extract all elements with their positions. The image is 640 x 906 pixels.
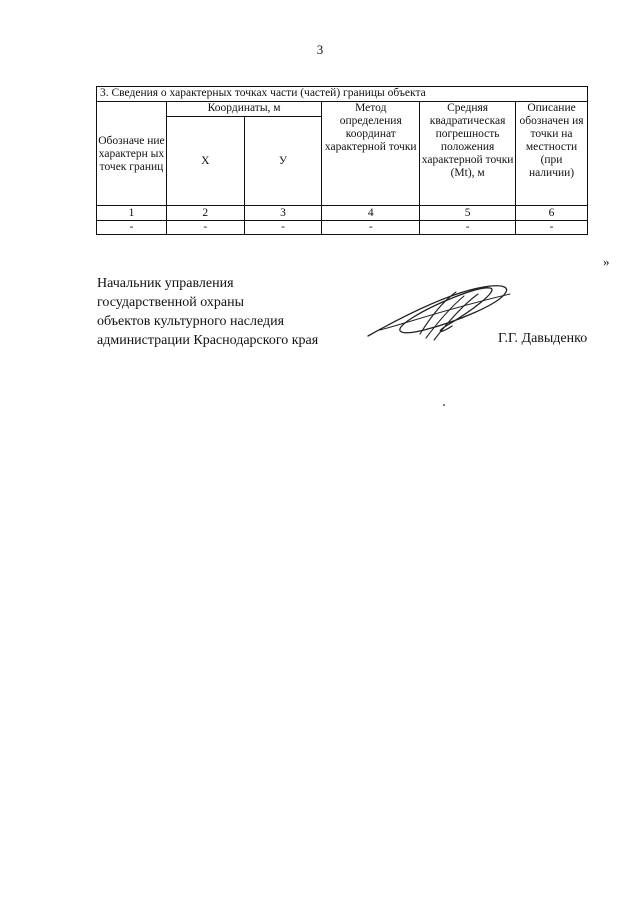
closing-quote: »: [603, 254, 610, 269]
column-number: 4: [322, 206, 420, 221]
signatory-line: объектов культурного наследия: [97, 314, 285, 329]
signatory-line: Начальник управления: [97, 276, 234, 291]
column-number: 5: [420, 206, 516, 221]
header-description: Описание обозначен ия точки на местности (при наличии): [516, 102, 588, 206]
header-coordinates: Координаты, м: [166, 102, 321, 117]
header-method: Метод определения координат характерной точки: [322, 102, 420, 206]
signatory-line: администрации Краснодарского края: [97, 333, 319, 348]
header-y: У: [244, 117, 322, 206]
scan-speck: [443, 404, 445, 406]
column-numbers-row: [97, 206, 588, 221]
table-caption: 3. Сведения о характерных точках части (частей) границы объекта: [97, 87, 588, 102]
table-cell: -: [166, 221, 244, 235]
handwritten-signature: [360, 278, 520, 348]
table-row: [97, 221, 588, 235]
table-cell: -: [322, 221, 420, 235]
table-cell: -: [244, 221, 322, 235]
header-designation: Обозначе ние характерн ых точек границ: [97, 102, 167, 206]
column-number: 3: [244, 206, 322, 221]
column-number: 1: [97, 206, 167, 221]
table-cell: -: [516, 221, 588, 235]
page-number: 3: [316, 42, 324, 57]
header-x: X: [166, 117, 244, 206]
table-cell: -: [97, 221, 167, 235]
column-number: 2: [166, 206, 244, 221]
boundary-points-table: [96, 86, 588, 235]
table-cell: -: [420, 221, 516, 235]
signatory-line: государственной охраны: [97, 295, 245, 310]
column-number: 6: [516, 206, 588, 221]
header-error: Средняя квадратическая погрешность положения характерной точки (Mt), м: [420, 102, 516, 206]
signatory-position: [97, 274, 318, 350]
signer-name: Г.Г. Давыденко: [498, 331, 588, 346]
